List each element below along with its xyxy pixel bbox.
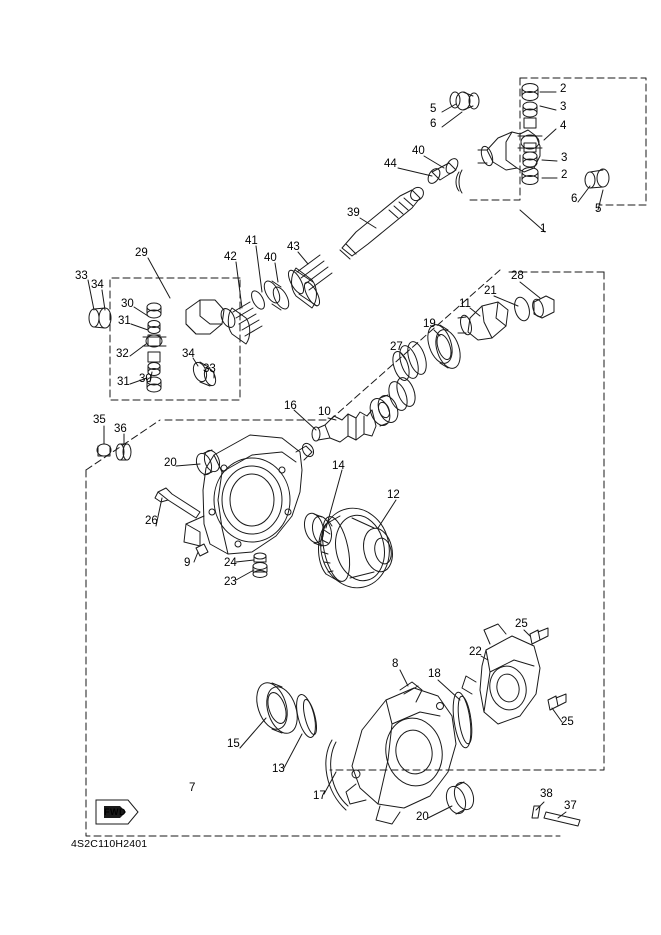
callout-8: 8 [392, 658, 399, 670]
callout-5: 5 [430, 103, 437, 115]
fwd-label: FWD [104, 807, 126, 817]
callout-33: 33 [75, 270, 88, 282]
callout-6b: 6 [571, 193, 578, 205]
callout-21: 21 [484, 285, 497, 297]
callout-28: 28 [511, 270, 524, 282]
callout-3: 3 [560, 101, 567, 113]
callout-24: 24 [224, 557, 237, 569]
callout-35: 35 [93, 414, 106, 426]
callout-32: 32 [116, 348, 129, 360]
callout-44: 44 [384, 158, 397, 170]
callout-9: 9 [184, 557, 191, 569]
callout-30b: 30 [139, 373, 152, 385]
callout-4: 4 [560, 120, 567, 132]
callout-31b: 31 [117, 376, 130, 388]
callout-40b: 40 [264, 252, 277, 264]
callout-40: 40 [412, 145, 425, 157]
callout-20b: 20 [416, 811, 429, 823]
callout-22: 22 [469, 646, 482, 658]
callout-23: 23 [224, 576, 237, 588]
callout-7: 7 [189, 782, 196, 794]
callout-5b: 5 [595, 203, 602, 215]
callout-10: 10 [318, 406, 331, 418]
callout-37: 37 [564, 800, 577, 812]
callout-30: 30 [121, 298, 134, 310]
callout-15: 15 [227, 738, 240, 750]
callout-39: 39 [347, 207, 360, 219]
callout-43: 43 [287, 241, 300, 253]
callout-34: 34 [91, 279, 104, 291]
callout-34b: 34 [182, 348, 195, 360]
callout-13: 13 [272, 763, 285, 775]
callout-3b: 3 [561, 152, 568, 164]
callout-36: 36 [114, 423, 127, 435]
callout-11: 11 [459, 298, 471, 310]
callout-25: 25 [515, 618, 528, 630]
callout-17: 17 [313, 790, 326, 802]
callout-29: 29 [135, 247, 148, 259]
callout-33b: 33 [203, 363, 216, 375]
callout-31: 31 [118, 315, 131, 327]
callout-18: 18 [428, 668, 441, 680]
callout-42: 42 [224, 251, 237, 263]
callout-2b: 2 [561, 169, 568, 181]
callout-25b: 25 [561, 716, 574, 728]
part-code-label: 4S2C110H2401 [71, 838, 148, 850]
callout-27: 27 [390, 341, 403, 353]
callout-6: 6 [430, 118, 437, 130]
callout-12: 12 [387, 489, 400, 501]
callout-41: 41 [245, 235, 258, 247]
callout-1: 1 [540, 223, 547, 235]
callout-26: 26 [145, 515, 158, 527]
callout-20: 20 [164, 457, 177, 469]
callout-19: 19 [423, 318, 436, 330]
callout-38: 38 [540, 788, 553, 800]
callout-16: 16 [284, 400, 297, 412]
callout-2: 2 [560, 83, 567, 95]
callout-14: 14 [332, 460, 345, 472]
